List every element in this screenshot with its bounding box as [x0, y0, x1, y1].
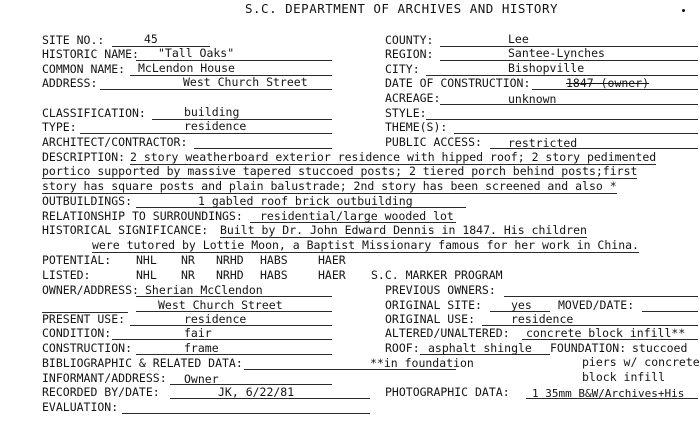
owner-name-value: Sherian McClendon — [145, 283, 263, 297]
address-value: West Church Street — [183, 75, 308, 89]
roof-label: ROOF: — [385, 341, 420, 355]
evaluation-label: EVALUATION: — [42, 400, 119, 414]
type-line — [80, 133, 332, 134]
date-of-construction-label: DATE OF CONSTRUCTION: — [385, 76, 531, 90]
historic-name-value: "Tall Oaks" — [158, 46, 235, 60]
marker-program-label: S.C. MARKER PROGRAM — [371, 268, 503, 282]
relationship-label: RELATIONSHIP TO SURROUNDINGS: — [42, 209, 243, 223]
informant-label: INFORMANT/ADDRESS: — [42, 371, 167, 385]
city-label: CITY: — [385, 62, 420, 76]
style-label: STYLE: — [385, 106, 427, 120]
acreage-label: ACREAGE: — [385, 91, 441, 105]
photographic-data-value: 1 35mm B&W/Archives+His — [532, 387, 685, 400]
condition-line — [112, 339, 332, 340]
description-label: DESCRIPTION: — [42, 150, 126, 164]
moved-date-label: MOVED/DATE: — [558, 298, 635, 312]
listed-nhl: NHL — [136, 268, 157, 282]
city-value: Bishopville — [508, 61, 585, 75]
relationship-value: residential/large wooded lot — [260, 209, 454, 223]
acreage-line — [440, 104, 698, 105]
altered-label: ALTERED/UNALTERED: — [385, 326, 510, 340]
outbuildings-value: 1 gabled roof brick outbuilding — [198, 194, 413, 208]
date-of-construction-value: 1847 (owner) — [566, 76, 650, 90]
foundation-value-2: piers w/ concrete — [582, 355, 700, 369]
site-no-label: SITE NO.: — [42, 33, 105, 47]
site-no-value: 45 — [144, 32, 158, 46]
bibliographic-label: BIBLIOGRAPHIC & RELATED DATA: — [42, 356, 243, 370]
foundation-value-3: block infill — [582, 370, 666, 384]
architect-line — [194, 148, 332, 149]
historical-significance-label: HISTORICAL SIGNIFICANCE: — [42, 223, 209, 237]
outbuildings-label: OUTBUILDINGS: — [42, 194, 133, 208]
historic-name-label: HISTORIC NAME: — [42, 47, 139, 61]
potential-label: POTENTIAL: — [42, 253, 112, 267]
acreage-value: unknown — [508, 92, 557, 106]
potential-nr: NR — [181, 253, 195, 267]
listed-label: LISTED: — [42, 268, 91, 282]
present-use-overline — [42, 312, 128, 313]
address-line — [100, 89, 332, 90]
classification-label: CLASSIFICATION: — [42, 106, 146, 120]
present-use-label: PRESENT USE: — [42, 312, 126, 326]
recorded-by-label: RECORDED BY/DATE: — [42, 385, 160, 399]
type-value: residence — [184, 119, 247, 133]
potential-haer: HAER — [318, 253, 346, 267]
themes-line — [454, 133, 698, 134]
architect-label: ARCHITECT/CONTRACTOR: — [42, 135, 188, 149]
potential-nrhd: NRHD — [216, 253, 244, 267]
recorded-by-value: JK, 6/22/81 — [218, 385, 295, 399]
classification-value: building — [184, 105, 240, 119]
address-label: ADDRESS: — [42, 76, 98, 90]
original-site-value: yes — [511, 298, 532, 312]
listed-nr: NR — [181, 268, 195, 282]
previous-owners-line — [504, 296, 698, 297]
potential-nhl: NHL — [136, 253, 157, 267]
informant-value: Owner — [184, 372, 219, 386]
description-line-2: portico supported by massive tapered stuccoed posts; 2 tiered porch behind posts;first — [42, 164, 638, 178]
county-label: COUNTY: — [385, 33, 434, 47]
altered-value: concrete block infill** — [526, 326, 686, 340]
public-access-label: PUBLIC ACCESS: — [385, 135, 482, 149]
region-label: REGION: — [385, 47, 434, 61]
county-value: Lee — [508, 32, 529, 46]
listed-haer: HAER — [318, 268, 346, 282]
themes-label: THEME(S): — [385, 120, 448, 134]
original-use-label: ORIGINAL USE: — [385, 312, 476, 326]
common-name-label: COMMON NAME: — [42, 62, 126, 76]
construction-line — [136, 354, 332, 355]
previous-owners-label: PREVIOUS OWNERS: — [385, 283, 496, 297]
owner-address-label: OWNER/ADDRESS: — [42, 283, 139, 297]
original-site-label: ORIGINAL SITE: — [385, 298, 482, 312]
potential-habs: HABS — [260, 253, 288, 267]
moved-date-line — [642, 311, 698, 312]
region-value: Santee-Lynches — [508, 46, 605, 60]
construction-value: frame — [184, 341, 219, 355]
condition-label: CONDITION: — [42, 326, 112, 340]
condition-value: fair — [184, 326, 212, 340]
description-line-3: story has square posts and plain balustrade; 2nd story has been screened and also * — [42, 179, 617, 193]
page-header: S.C. DEPARTMENT OF ARCHIVES AND HISTORY — [245, 1, 558, 16]
roof-value: asphalt shingle — [428, 341, 532, 355]
photographic-data-label: PHOTOGRAPHIC DATA: — [385, 385, 510, 399]
common-name-value: McLendon House — [138, 61, 235, 75]
original-use-value: residence — [511, 312, 574, 326]
owner-street-value: West Church Street — [158, 298, 283, 312]
public-access-value: restricted — [508, 136, 578, 150]
listed-nrhd: NRHD — [216, 268, 244, 282]
description-line-1: 2 story weatherboard exterior residence with hipped roof; 2 story pedimented — [130, 150, 657, 164]
present-use-value: residence — [184, 312, 247, 326]
evaluation-line — [122, 413, 370, 414]
historical-significance-line-1: Built by Dr. John Edward Dennis in 1847. His children — [220, 223, 587, 237]
bibliographic-value: **in foundation — [370, 356, 474, 370]
type-label: TYPE: — [42, 120, 77, 134]
foundation-label: FOUNDATION: — [550, 341, 627, 355]
style-line — [426, 119, 698, 120]
construction-label: CONSTRUCTION: — [42, 341, 133, 355]
historical-significance-line-2: were tutored by Lottie Moon, a Baptist Missionary famous for her work in China. — [92, 238, 639, 252]
listed-habs: HABS — [260, 268, 288, 282]
foundation-value-1: stuccoed — [632, 341, 688, 355]
ink-mark — [682, 9, 685, 12]
